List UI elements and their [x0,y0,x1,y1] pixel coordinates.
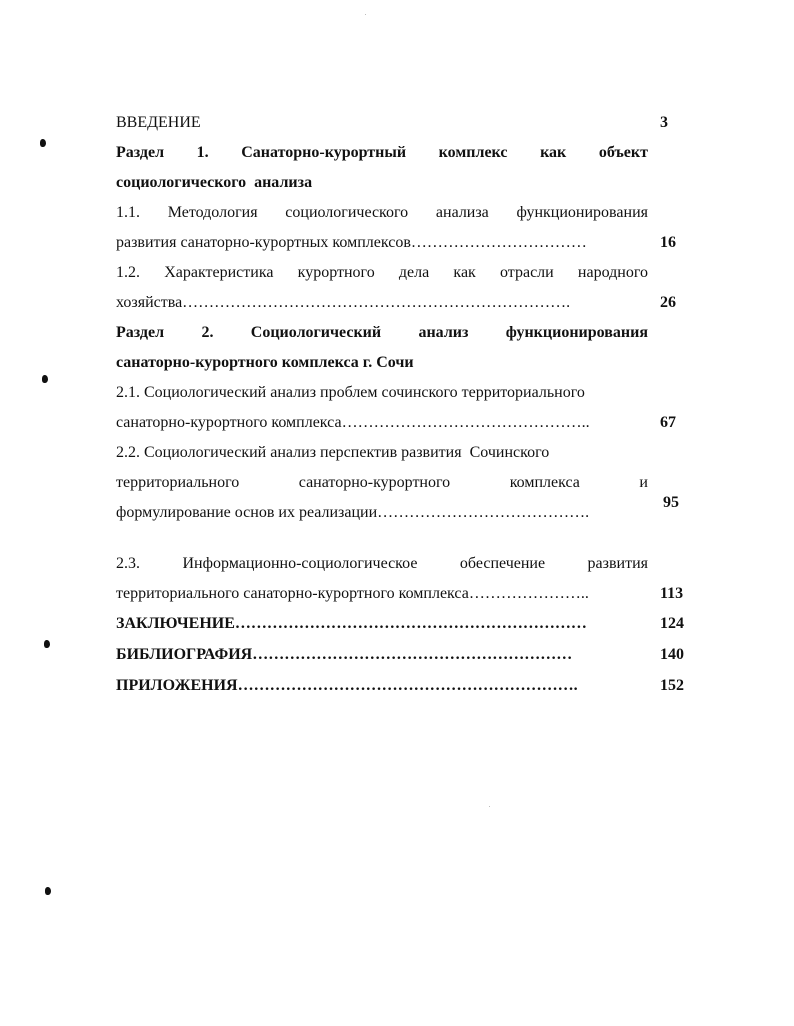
margin-mark [45,887,51,895]
toc-item-2-2-line2: территориального санаторно-курортного комплекса и [116,474,648,491]
toc-intro-page: 3 [660,114,668,131]
toc-item-2-3-line2: территориального санаторно-курортного комплекса ………………….. [116,585,589,602]
toc-bibliography-page: 140 [660,646,684,663]
toc-item-2-2-page: 95 [663,494,679,511]
toc-bibliography: БИБЛИОГРАФИЯ …………………………………………………… [116,646,573,663]
toc-appendices-page: 152 [660,677,684,694]
toc-conclusion: ЗАКЛЮЧЕНИЕ ………………………………………………………… [116,615,587,632]
toc-appendices: ПРИЛОЖЕНИЯ ………………………………………………………. [116,677,578,694]
margin-mark [40,139,46,147]
section2-heading: Раздел 2. Социологический анализ функционирования [116,324,648,341]
toc-item-1-1-page: 16 [660,234,676,251]
section2-heading-line2: санаторно-курортного комплекса г. Сочи [116,354,414,371]
toc-item-1-1: 1.1. Методология социологического анализа функционирования [116,204,648,221]
toc-item-2-2: 2.2. Социологический анализ перспектив развития Сочинского [116,444,550,461]
toc-item-1-2-line2: хозяйства ………………………………………………………………. [116,294,571,311]
scan-speck [365,14,366,15]
toc-item-2-1: 2.1. Социологический анализ проблем сочинского территориального [116,384,585,401]
scan-speck [489,806,490,807]
toc-item-1-2-page: 26 [660,294,676,311]
section1-heading-line2: социологического анализа [116,174,313,191]
toc-item-2-2-line3: формулирование основ их реализации …………………………………. [116,504,590,521]
toc-item-2-1-page: 67 [660,414,676,431]
section1-heading: Раздел 1. Санаторно-курортный комплекс как объект [116,144,648,161]
toc-item-2-1-line2: санаторно-курортного комплекса ……………………………………….. [116,414,590,431]
margin-mark [44,640,50,648]
toc-item-2-3: 2.3. Информационно-социологическое обеспечение развития [116,555,648,572]
toc-item-1-1-line2: развития санаторно-курортных комплексов …………………………… [116,234,587,251]
toc-conclusion-page: 124 [660,615,684,632]
toc-intro-label: ВВЕДЕНИЕ [116,114,201,131]
margin-mark [42,375,48,383]
toc-item-1-2: 1.2. Характеристика курортного дела как отрасли народного [116,264,648,281]
toc-item-2-3-page: 113 [660,585,684,602]
